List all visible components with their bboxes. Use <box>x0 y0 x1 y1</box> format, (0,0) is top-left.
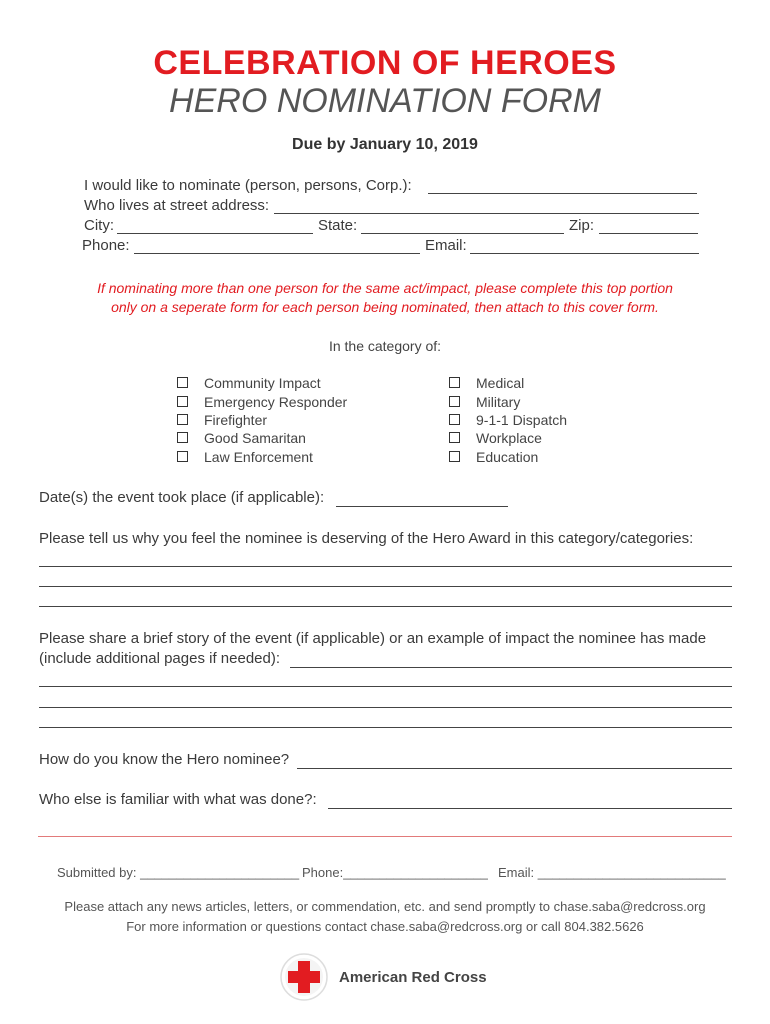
phone-label: Phone: <box>82 237 130 254</box>
category-label: 9-1-1 Dispatch <box>476 412 568 428</box>
checkbox-emergency-responder[interactable] <box>177 396 188 407</box>
red-cross-logo-icon <box>279 952 329 1007</box>
logo-text: American Red Cross <box>339 969 487 986</box>
contact-info: For more information or questions contact chase.saba@redcross.org or call 804.382.5626 <box>126 919 644 934</box>
familiar-field[interactable] <box>328 808 732 809</box>
form-subtitle: HERO NOMINATION FORM <box>169 82 601 120</box>
story-field-line-1[interactable] <box>290 667 732 668</box>
know-label: How do you know the Hero nominee? <box>39 751 290 768</box>
why-field-line-2[interactable] <box>39 586 732 587</box>
section-divider <box>38 836 732 837</box>
address-field[interactable] <box>274 213 699 214</box>
form-title: CELEBRATION OF HEROES <box>153 44 617 82</box>
nominate-label: I would like to nominate (person, persons, Corp.): <box>84 177 412 194</box>
email-field[interactable] <box>470 253 699 254</box>
category-label: Good Samaritan <box>204 430 306 446</box>
zip-label: Zip: <box>569 217 595 234</box>
category-label: Law Enforcement <box>204 449 313 465</box>
state-label: State: <box>318 217 358 234</box>
category-label: Emergency Responder <box>204 394 348 410</box>
category-label: Military <box>476 394 521 410</box>
story-field-line-3[interactable] <box>39 707 732 708</box>
checkbox-medical[interactable] <box>449 377 460 388</box>
checkbox-military[interactable] <box>449 396 460 407</box>
checkbox-education[interactable] <box>449 451 460 462</box>
familiar-label: Who else is familiar with what was done?: <box>39 791 317 808</box>
checkbox-911-dispatch[interactable] <box>449 414 460 425</box>
story-label-line1: Please share a brief story of the event (if applicable) or an example of impact the nominee has made <box>39 630 707 647</box>
category-heading: In the category of: <box>328 338 442 354</box>
checkbox-workplace[interactable] <box>449 432 460 443</box>
city-field[interactable] <box>117 233 313 234</box>
story-label-line2: (include additional pages if needed): <box>39 650 281 667</box>
city-label: City: <box>84 217 114 234</box>
footer-phone-field[interactable]: Phone:____________________ <box>302 865 488 880</box>
phone-field[interactable] <box>134 253 420 254</box>
footer-email-field[interactable]: Email: __________________________ <box>498 865 726 880</box>
dates-field[interactable] <box>336 506 508 507</box>
know-field[interactable] <box>297 768 732 769</box>
state-field[interactable] <box>361 233 564 234</box>
why-label: Please tell us why you feel the nominee is deserving of the Hero Award in this category/categories: <box>39 530 694 547</box>
category-label: Community Impact <box>204 375 321 391</box>
nominate-field[interactable] <box>428 193 697 194</box>
why-field-line-3[interactable] <box>39 606 732 607</box>
checkbox-community-impact[interactable] <box>177 377 188 388</box>
nomination-note-line2: only on a seperate form for each person being nominated, then attach to this cover form. <box>111 299 659 315</box>
why-field-line-1[interactable] <box>39 566 732 567</box>
checkbox-firefighter[interactable] <box>177 414 188 425</box>
address-label: Who lives at street address: <box>84 197 270 214</box>
dates-label: Date(s) the event took place (if applicable): <box>39 489 325 506</box>
category-label: Firefighter <box>204 412 268 428</box>
attach-instructions: Please attach any news articles, letters, or commendation, etc. and send promptly to chase.saba@redcross.org <box>64 899 706 914</box>
story-field-line-4[interactable] <box>39 727 732 728</box>
category-label: Workplace <box>476 430 542 446</box>
checkbox-good-samaritan[interactable] <box>177 432 188 443</box>
category-label: Education <box>476 449 539 465</box>
submitted-by-field[interactable]: Submitted by: ______________________ <box>57 865 300 880</box>
category-label: Medical <box>476 375 525 391</box>
checkbox-law-enforcement[interactable] <box>177 451 188 462</box>
email-label: Email: <box>425 237 467 254</box>
due-date: Due by January 10, 2019 <box>292 136 478 153</box>
zip-field[interactable] <box>599 233 698 234</box>
story-field-line-2[interactable] <box>39 686 732 687</box>
nomination-note-line1: If nominating more than one person for the same act/impact, please complete this top portion <box>97 280 673 296</box>
